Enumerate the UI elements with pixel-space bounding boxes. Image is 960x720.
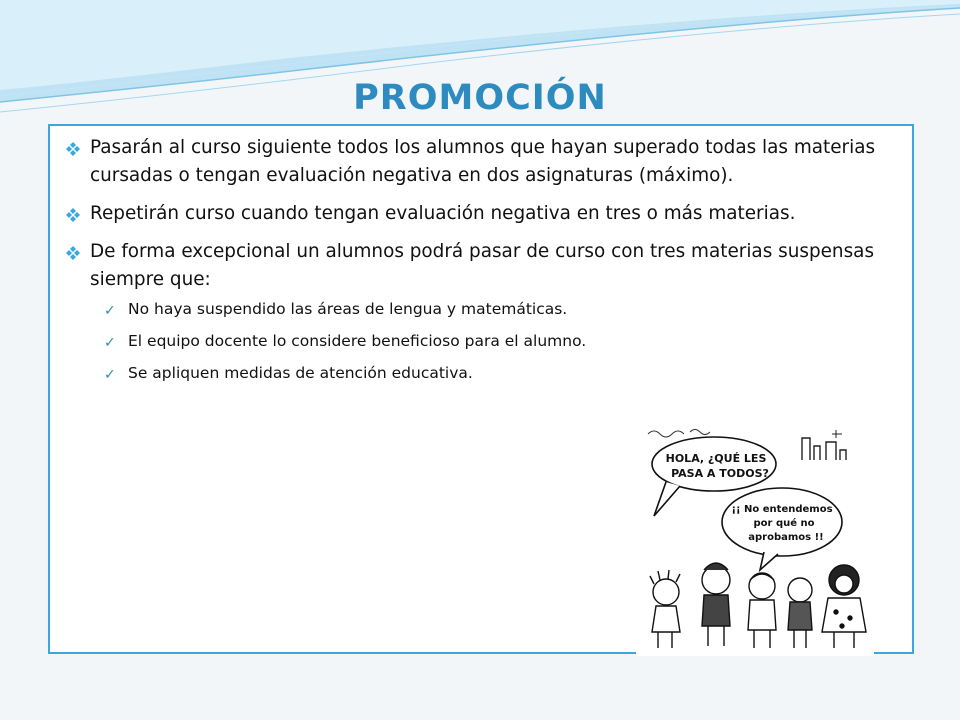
sub-bullet-list — [90, 298, 902, 384]
bullet-item — [62, 238, 902, 384]
bullet-item — [62, 200, 902, 228]
bullet-text: De forma excepcional un alumnos podrá pasar de curso con tres materias suspensas siempre que: — [90, 241, 875, 290]
speech-bubble-2-line2: por qué no — [753, 518, 815, 529]
diamond-bullet-icon — [66, 246, 80, 260]
bullet-text: Pasarán al curso siguiente todos los alumnos que hayan superado todas las materias cursadas o tengan evaluación negativa en dos asignaturas (máximo). — [90, 137, 876, 186]
sub-bullet-text: Se apliquen medidas de atención educativa. — [128, 364, 473, 382]
bullet-item — [62, 134, 902, 190]
sub-bullet-item — [90, 298, 902, 320]
checkmark-icon: ✓ — [104, 367, 116, 383]
bullet-text: Repetirán curso cuando tengan evaluación negativa en tres o más materias. — [90, 203, 796, 224]
sub-bullet-text: No haya suspendido las áreas de lengua y matemáticas. — [128, 300, 568, 318]
cartoon-illustration — [636, 420, 874, 656]
sub-bullet-text: El equipo docente lo considere beneficioso para el alumno. — [128, 332, 587, 350]
diamond-bullet-icon — [66, 208, 80, 222]
speech-bubble-2-line1: ¡¡ No entendemos — [731, 504, 833, 515]
speech-bubble-1-line1: HOLA, ¿QUÉ LES — [665, 452, 767, 465]
speech-bubble-1-line2: PASA A TODOS? — [671, 467, 769, 480]
speech-bubble-2-line3: aprobamos !! — [748, 532, 824, 543]
slide-title: PROMOCIÓN — [353, 78, 607, 118]
bullet-list — [62, 134, 902, 394]
sub-bullet-item — [90, 330, 902, 352]
diamond-bullet-icon — [66, 142, 80, 156]
checkmark-icon: ✓ — [104, 335, 116, 351]
sub-bullet-item — [90, 362, 902, 384]
checkmark-icon: ✓ — [104, 303, 116, 319]
